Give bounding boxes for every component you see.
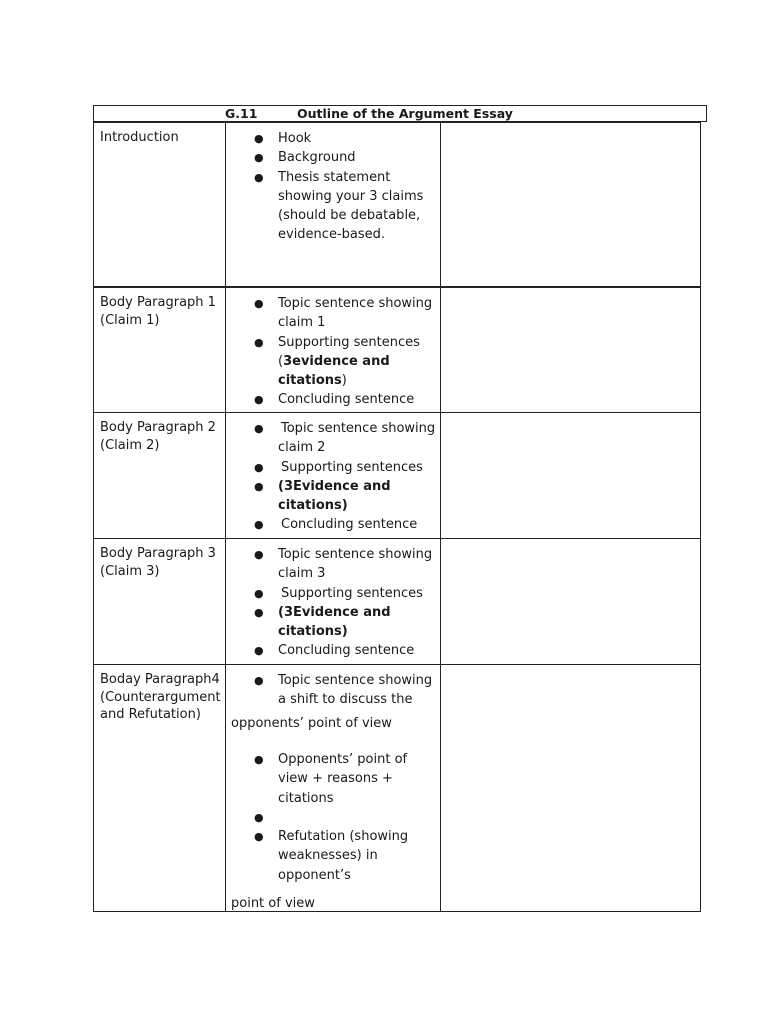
notes-cell (441, 123, 700, 286)
section-label: Body Paragraph 1 (Claim 1) (100, 295, 216, 328)
grade-label: G.11 (225, 106, 258, 121)
list-item: ● Topic sentence showing claim 1 (254, 294, 438, 333)
document-title: Outline of the Argument Essay (297, 106, 513, 121)
section-label-cell (94, 665, 226, 911)
list-item (254, 333, 438, 391)
list-item: ● Concluding sentence (254, 390, 438, 409)
tail-text: point of view (231, 896, 315, 911)
list-item (254, 477, 438, 516)
list-item: ● Hook (254, 129, 438, 148)
bullet-list (254, 750, 438, 885)
section-label: Boday Paragraph4 (Counterargument and Refutation) (100, 672, 221, 722)
list-item: ● Topic sentence showing a shift to discuss the (254, 671, 438, 710)
list-item: ● Topic sentence showing claim 3 (254, 545, 438, 584)
list-item-text: Topic sentence showing claim 2 (278, 421, 436, 456)
list-item: ● Refutation (showing weaknesses) in opponent’s (254, 827, 438, 885)
row-introduction (93, 122, 701, 287)
notes-cell (441, 413, 700, 538)
list-item (254, 419, 438, 458)
content-cell (226, 665, 441, 911)
evidence-text: 3evidence and citations (278, 353, 390, 389)
list-item (254, 515, 438, 534)
row-body-paragraph-2 (93, 412, 701, 539)
list-item: ● Concluding sentence (254, 641, 438, 660)
notes-cell (441, 539, 700, 664)
list-item: ● Thesis statement showing your 3 claims (should be debatable, evidence-based. (254, 168, 438, 245)
list-item-text: Supporting sentences (278, 334, 420, 350)
list-item-text: (3Evidence and citations) (278, 604, 391, 640)
continuation-text: opponents’ point of view (231, 716, 392, 731)
bullet-list (254, 294, 438, 410)
content-cell (226, 539, 441, 664)
evidence-open: ( (278, 353, 284, 369)
bullet-list (254, 545, 438, 661)
notes-cell (441, 288, 700, 412)
list-item (254, 808, 438, 827)
content-cell (226, 288, 441, 412)
row-body-paragraph-4 (93, 664, 701, 912)
notes-cell (441, 665, 700, 911)
section-label: Body Paragraph 2 (Claim 2) (100, 420, 216, 453)
list-item: ● Opponents’ point of view + reasons + citations (254, 750, 438, 808)
row-body-paragraph-1 (93, 286, 701, 413)
section-label-cell (94, 288, 226, 412)
bullet-list (254, 419, 438, 535)
list-item (254, 603, 438, 642)
section-label-cell (94, 123, 226, 286)
row-body-paragraph-3 (93, 538, 701, 665)
list-item: ● Background (254, 148, 438, 167)
content-cell (226, 123, 441, 286)
title-row (93, 105, 707, 122)
list-item-text: (3Evidence and citations) (278, 478, 391, 514)
evidence-close: ) (341, 373, 347, 389)
bullet-list (254, 129, 438, 245)
list-item (254, 458, 438, 477)
list-item (254, 584, 438, 603)
section-label: Introduction (100, 130, 179, 145)
section-label-cell (94, 539, 226, 664)
list-item-text: Supporting sentences (281, 585, 423, 601)
section-label-cell (94, 413, 226, 538)
bullet-list (254, 671, 438, 710)
section-label: Body Paragraph 3 (Claim 3) (100, 546, 216, 579)
list-item-text: Concluding sentence (281, 517, 418, 533)
list-item-text: Supporting sentences (281, 459, 423, 475)
content-cell (226, 413, 441, 538)
